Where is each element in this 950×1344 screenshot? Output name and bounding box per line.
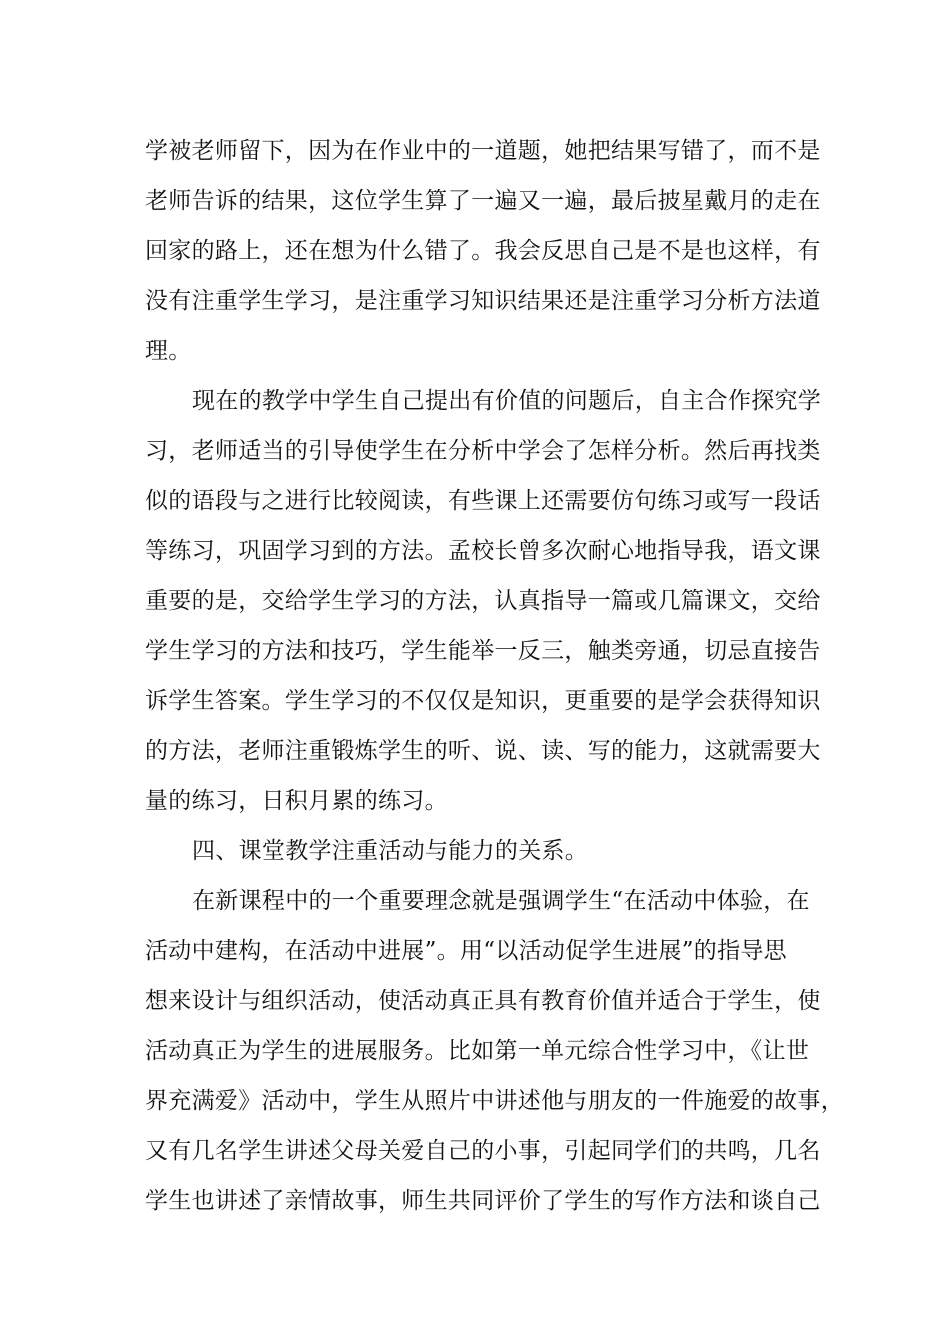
text-line: 的方法，老师注重锻炼学生的听、说、读、写的能力，这就需要大 (145, 738, 821, 764)
text-line: 习，老师适当的引导使学生在分析中学会了怎样分析。然后再找类 (145, 438, 821, 464)
text-line: 似的语段与之进行比较阅读，有些课上还需要仿句练习或写一段话 (145, 488, 821, 514)
paragraph-first-line: 现在的教学中学生自己提出有价值的问题后，自主合作探究学 (192, 388, 822, 414)
text-line: 回家的路上，还在想为什么错了。我会反思自己是不是也这样，有 (145, 238, 821, 264)
paragraph-first-line: 在新课程中的一个重要理念就是强调学生“在活动中体验，在 (192, 888, 810, 914)
text-line: 诉学生答案。学生学习的不仅仅是知识，更重要的是学会获得知识 (145, 688, 821, 714)
text-line: 量的练习，日积月累的练习。 (145, 788, 448, 814)
section-heading: 四、课堂教学注重活动与能力的关系。 (192, 838, 589, 864)
text-line: 又有几名学生讲述父母关爱自己的小事，引起同学们的共鸣，几名 (145, 1138, 821, 1164)
text-line: 没有注重学生学习，是注重学习知识结果还是注重学习分析方法道 (145, 288, 821, 314)
text-line: 重要的是，交给学生学习的方法，认真指导一篇或几篇课文，交给 (145, 588, 821, 614)
text-line: 理。 (145, 338, 192, 364)
text-line: 老师告诉的结果，这位学生算了一遍又一遍，最后披星戴月的走在 (145, 188, 821, 214)
text-line: 想来设计与组织活动，使活动真正具有教育价值并适合于学生，使 (145, 988, 821, 1014)
text-line: 学生也讲述了亲情故事，师生共同评价了学生的写作方法和谈自己 (145, 1188, 821, 1214)
text-line: 学生学习的方法和技巧，学生能举一反三，触类旁通，切忌直接告 (145, 638, 821, 664)
text-line: 等练习，巩固学习到的方法。孟校长曾多次耐心地指导我，语文课 (145, 538, 821, 564)
text-line: 活动真正为学生的进展服务。比如第一单元综合性学习中，《让世 (145, 1038, 810, 1064)
text-line: 活动中建构，在活动中进展”。用“以活动促学生进展”的指导思 (145, 938, 787, 964)
text-line: 学被老师留下，因为在作业中的一道题，她把结果写错了，而不是 (145, 138, 821, 164)
text-line: 界充满爱》活动中，学生从照片中讲述他与朋友的一件施爱的故事， (145, 1088, 844, 1114)
